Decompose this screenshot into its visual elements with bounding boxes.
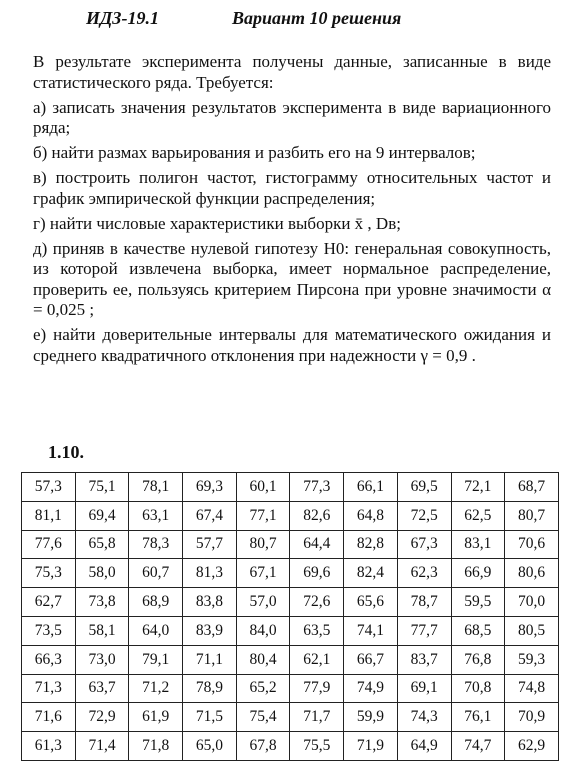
task-item-e: д) приняв в качестве нулевой гипотезу H0: генеральная совокупность, из которой извлечена выборка, имеет нормальное распределение, проверить ее, пользуясь критерием Пирсона при уровне значимости α = 0,025 ; (33, 238, 551, 319)
table-cell: 71,3 (22, 674, 76, 703)
table-cell: 58,0 (75, 559, 129, 588)
table-cell: 81,1 (22, 501, 76, 530)
table-cell: 80,7 (236, 530, 290, 559)
table-cell: 77,7 (397, 616, 451, 645)
table-cell: 82,4 (344, 559, 398, 588)
table-cell: 57,7 (183, 530, 237, 559)
table-cell: 80,5 (505, 616, 559, 645)
table-cell: 67,8 (236, 732, 290, 761)
table-cell: 70,0 (505, 588, 559, 617)
table-cell: 75,3 (22, 559, 76, 588)
table-row (22, 530, 559, 559)
table-cell: 78,7 (397, 588, 451, 617)
table-cell: 76,1 (451, 703, 505, 732)
table-cell: 74,8 (505, 674, 559, 703)
table-cell: 82,8 (344, 530, 398, 559)
table-cell: 61,3 (22, 732, 76, 761)
table-cell: 63,5 (290, 616, 344, 645)
table-cell: 60,1 (236, 473, 290, 502)
table-cell: 65,0 (183, 732, 237, 761)
table-cell: 62,9 (505, 732, 559, 761)
table-cell: 74,3 (397, 703, 451, 732)
table-cell: 62,7 (22, 588, 76, 617)
table-cell: 68,7 (505, 473, 559, 502)
header-variant-title: Вариант 10 решения (232, 8, 402, 28)
table-row (22, 674, 559, 703)
table-cell: 57,0 (236, 588, 290, 617)
table-cell: 62,5 (451, 501, 505, 530)
table-cell: 83,1 (451, 530, 505, 559)
task-item-b: б) найти размах варьирования и разбить его на 9 интервалов; (33, 143, 476, 162)
table-cell: 67,4 (183, 501, 237, 530)
table-cell: 74,1 (344, 616, 398, 645)
table-cell: 66,3 (22, 645, 76, 674)
table-row (22, 501, 559, 530)
table-cell: 64,4 (290, 530, 344, 559)
table-cell: 73,8 (75, 588, 129, 617)
table-row (22, 645, 559, 674)
table-cell: 83,8 (183, 588, 237, 617)
table-cell: 75,1 (75, 473, 129, 502)
table-cell: 69,6 (290, 559, 344, 588)
table-cell: 71,9 (344, 732, 398, 761)
table-cell: 73,0 (75, 645, 129, 674)
table-cell: 69,3 (183, 473, 237, 502)
table-cell: 72,9 (75, 703, 129, 732)
task-item-d: г) найти числовые характеристики выборки x̄ , Dв; (33, 213, 401, 233)
table-cell: 70,8 (451, 674, 505, 703)
table-cell: 76,8 (451, 645, 505, 674)
table-cell: 65,6 (344, 588, 398, 617)
table-cell: 57,3 (22, 473, 76, 502)
table-cell: 65,2 (236, 674, 290, 703)
table-cell: 78,9 (183, 674, 237, 703)
table-cell: 69,4 (75, 501, 129, 530)
table-cell: 83,9 (183, 616, 237, 645)
table-cell: 67,1 (236, 559, 290, 588)
table-cell: 81,3 (183, 559, 237, 588)
table-cell: 71,4 (75, 732, 129, 761)
task-item-c: в) построить полигон частот, гистограмму относительных частот и график эмпирической функции распределения; (33, 168, 551, 208)
table-cell: 71,1 (183, 645, 237, 674)
table-cell: 77,1 (236, 501, 290, 530)
table-cell: 71,5 (183, 703, 237, 732)
table-cell: 69,1 (397, 674, 451, 703)
table-cell: 72,6 (290, 588, 344, 617)
table-cell: 79,1 (129, 645, 183, 674)
table-cell: 83,7 (397, 645, 451, 674)
table-cell: 84,0 (236, 616, 290, 645)
table-cell: 65,8 (75, 530, 129, 559)
table-cell: 62,3 (397, 559, 451, 588)
table-row (22, 588, 559, 617)
table-cell: 66,7 (344, 645, 398, 674)
table-cell: 68,5 (451, 616, 505, 645)
table-cell: 80,4 (236, 645, 290, 674)
table-cell: 77,9 (290, 674, 344, 703)
table-cell: 77,6 (22, 530, 76, 559)
task-item-a: а) записать значения результатов эксперимента в виде вариационного ряда; (33, 97, 551, 137)
header-assignment-code: ИДЗ-19.1 (86, 8, 159, 28)
task-intro: В результате эксперимента получены данные, записанные в виде статистического ряда. Требуется: (33, 52, 551, 92)
table-cell: 59,3 (505, 645, 559, 674)
table-cell: 71,7 (290, 703, 344, 732)
table-cell: 68,9 (129, 588, 183, 617)
table-cell: 70,6 (505, 530, 559, 559)
table-cell: 71,2 (129, 674, 183, 703)
table-cell: 75,4 (236, 703, 290, 732)
table-cell: 59,5 (451, 588, 505, 617)
problem-number: 1.10. (48, 442, 84, 462)
table-cell: 64,9 (397, 732, 451, 761)
data-table-body (22, 473, 559, 761)
table-cell: 70,9 (505, 703, 559, 732)
table-cell: 77,3 (290, 473, 344, 502)
table-cell: 72,1 (451, 473, 505, 502)
table-cell: 66,9 (451, 559, 505, 588)
task-item-f: е) найти доверительные интервалы для математического ожидания и среднего квадратичного отклонения при надежности γ = 0,9 . (33, 325, 551, 365)
table-cell: 71,8 (129, 732, 183, 761)
table-cell: 69,5 (397, 473, 451, 502)
data-table (21, 472, 559, 761)
table-cell: 59,9 (344, 703, 398, 732)
table-cell: 62,1 (290, 645, 344, 674)
table-cell: 66,1 (344, 473, 398, 502)
table-row (22, 559, 559, 588)
table-cell: 75,5 (290, 732, 344, 761)
table-cell: 78,1 (129, 473, 183, 502)
table-cell: 71,6 (22, 703, 76, 732)
table-cell: 74,9 (344, 674, 398, 703)
table-cell: 78,3 (129, 530, 183, 559)
table-cell: 73,5 (22, 616, 76, 645)
table-cell: 64,0 (129, 616, 183, 645)
table-cell: 67,3 (397, 530, 451, 559)
table-cell: 63,1 (129, 501, 183, 530)
table-cell: 64,8 (344, 501, 398, 530)
table-cell: 61,9 (129, 703, 183, 732)
table-cell: 60,7 (129, 559, 183, 588)
table-cell: 82,6 (290, 501, 344, 530)
table-row (22, 616, 559, 645)
table-row (22, 473, 559, 502)
table-cell: 63,7 (75, 674, 129, 703)
table-cell: 74,7 (451, 732, 505, 761)
table-row (22, 703, 559, 732)
table-cell: 80,6 (505, 559, 559, 588)
table-cell: 58,1 (75, 616, 129, 645)
table-cell: 80,7 (505, 501, 559, 530)
task-text (33, 52, 551, 371)
page-header (0, 8, 585, 32)
table-cell: 72,5 (397, 501, 451, 530)
table-row (22, 732, 559, 761)
